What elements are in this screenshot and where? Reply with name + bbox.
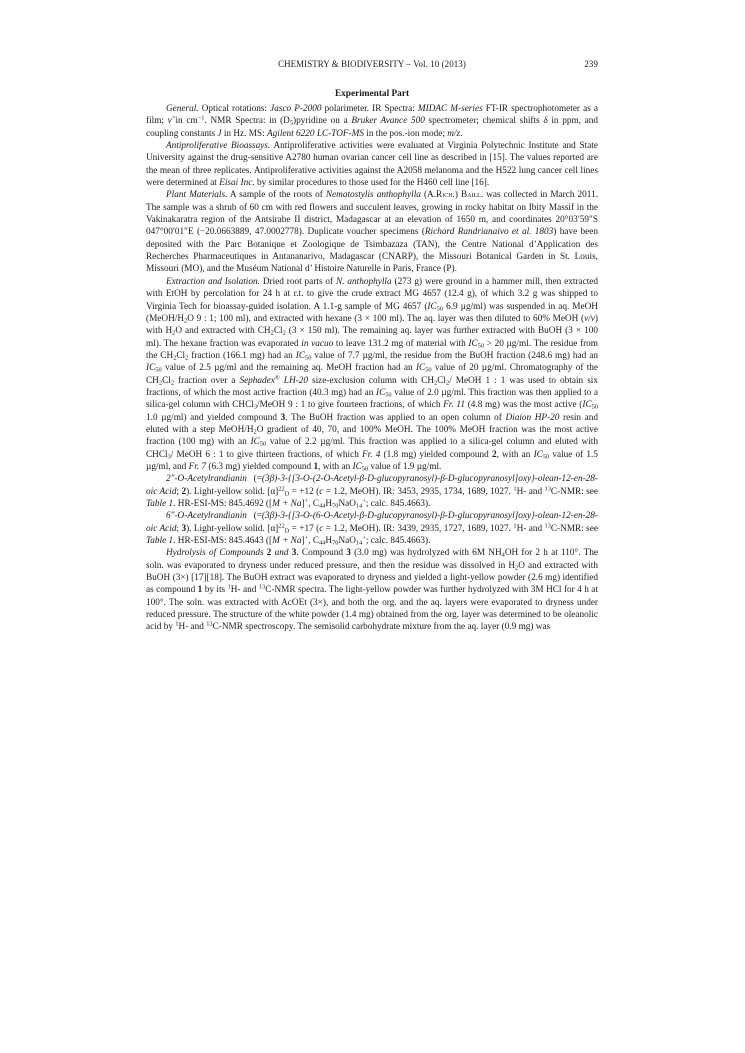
symbol: m/z — [447, 128, 461, 139]
text-run: Dried root parts of — [259, 276, 337, 287]
subscript: 5 — [289, 119, 294, 127]
text-run: O 9 : 1; 100 ml), and extracted with hexane (3 × 100 ml). The aq. layer was then diluted to 60% MeOH ( — [187, 313, 585, 324]
subscript: 2 — [172, 329, 176, 337]
text-run: C-NMR: see — [550, 486, 598, 497]
superscript: 22 — [278, 522, 285, 530]
subscript: 44 — [318, 502, 326, 510]
text-run: Cl — [162, 375, 171, 386]
text-run: C-NMR: see — [550, 523, 598, 534]
text-run: was collected in March 2011. The sample was a shrub of 60 cm with red flowers and succulent leaves, growing in rocky habitat on Ibity Massif in the Vakinakaratra region of the Antsirabe II district, Madagascar at an elevation of 1650 m, and coordinates 20°03′59″S 047°00′01″E (−20.0663889, 47.0002778). Duplicate voucher specimens ( — [146, 190, 599, 238]
compound-number: 3 — [346, 548, 351, 559]
text-run: in cm — [171, 116, 198, 127]
text-run: ] — [301, 499, 305, 509]
paragraph-label: and — [271, 548, 292, 559]
paragraph-label: Hydrolysis of Compounds — [166, 548, 267, 559]
compound-number: 2 — [491, 449, 497, 460]
text-run: Antiproliferative activities were evaluated at Virginia Polytechnic Institute and State University against the drug-sensitive A2780 human ovarian cancer cell line as described in [15]. The values reported are the mean of three replicates. Antiproliferative activities against the A2058 melanoma and the H522 lung cancer cell lines were determined at — [146, 141, 598, 189]
subscript: 2 — [515, 564, 519, 572]
text-run: in Hz. MS: — [221, 128, 268, 139]
subscript: 2 — [282, 329, 286, 337]
text-run: ). Light-yellow solid. [α] — [186, 486, 279, 497]
ion-formula: M + Na — [272, 499, 302, 509]
paragraph-hydrolysis — [146, 547, 598, 633]
product-name: LH-20 — [279, 375, 308, 386]
paragraph-label: Plant Materials. — [166, 190, 228, 201]
molar-unit: M — [535, 585, 544, 596]
subscript: 50 — [385, 391, 392, 399]
section-title: Experimental Part — [334, 89, 410, 99]
latin-term: in vacuo — [301, 338, 334, 349]
text-run: H- and — [516, 523, 545, 534]
journal-title: CHEMISTRY & BIODIVERSITY – Vol. 10 (2013) — [278, 59, 466, 69]
product-name: Diaion HP-20 — [505, 412, 560, 423]
superscript: 13 — [544, 485, 551, 493]
text-run: ). Light-yellow solid. [α] — [186, 523, 279, 534]
superscript: + — [362, 534, 366, 542]
text-run: . — [460, 128, 463, 139]
text-run: . NMR Spectra: in (D — [204, 116, 290, 127]
collector-name: Richard Randrianaivo et al. 1803 — [424, 227, 554, 238]
text-run: in the pos.-ion mode; — [363, 128, 448, 139]
text-run: 1.0 µg/ml) and yielded compound — [146, 412, 281, 423]
subscript: 70 — [332, 539, 339, 547]
symbol: J — [217, 128, 222, 139]
instrument-name: Bruker Avance 500 — [351, 116, 425, 127]
compound-number: 2 — [181, 486, 187, 497]
superscript: 1 — [175, 620, 179, 628]
text-run: NaO — [338, 536, 356, 547]
subscript: 2 — [173, 354, 177, 362]
text-run: H- and — [178, 622, 207, 633]
text-run: O gradient of 40, 70, and 100% MeOH. The 100% MeOH fraction was the most active fraction (100 mg) with an — [146, 424, 598, 448]
text-run: (4.8 mg) was the most active ( — [464, 400, 583, 411]
text-run: value of 7.7 µg/ml, the residue from the BuOH fraction (248.6 mg) had an — [311, 350, 598, 361]
text-run: (3.0 mg) was hydrolyzed with 6 — [350, 548, 477, 559]
text-run: O and extracted with BuOH (3×) [17][18]. The BuOH extract was evaporated to dryness and yielded a light-yellow powder (2.6 mg) identified as compound — [146, 560, 598, 596]
ic50-symbol: IC — [146, 363, 156, 374]
ion-formula: M + Na — [272, 536, 302, 547]
text-run: (A. — [420, 190, 437, 201]
superscript: ® — [274, 374, 280, 382]
paragraph-compound-2 — [146, 473, 598, 510]
superscript: −1 — [197, 114, 205, 122]
text-run: ; — [176, 523, 182, 534]
text-run: > 20 µg/ml. The residue from the CH — [146, 338, 598, 361]
paragraph-extraction — [146, 276, 598, 474]
symbol: c — [319, 523, 324, 534]
compound-number: 1 — [197, 585, 203, 596]
superscript: 1 — [513, 522, 517, 530]
subscript: 2 — [170, 379, 175, 387]
text-run: ; calc. 845.4663). — [365, 499, 431, 509]
text-run: value of 2.2 µg/ml. This fraction was applied to a silica-gel column and eluted with CHCl — [146, 437, 599, 460]
text-run: by its — [202, 585, 228, 596]
fraction-label: Fr. 4 — [362, 449, 381, 460]
text-run: value of 1.9 µg/ml. — [368, 461, 442, 472]
text-run: in ppm, and coupling constants — [146, 116, 598, 139]
molar-unit: M — [476, 548, 486, 559]
subscript: 50 — [259, 440, 267, 448]
text-run: polarimeter. IR Spectra: — [321, 104, 418, 114]
text-run: O and extracted with CH — [175, 326, 271, 337]
iupac-name: (3β)-3-{[3-O-(6-O-Acetyl-β-D-glucopyranosyl)-β-D-glucopyranosyl]oxy}-olean-12-en-28-oic Acid — [146, 511, 598, 534]
text-run: A sample of the roots of — [227, 190, 326, 201]
subscript: 14 — [355, 539, 363, 547]
superscript: + — [304, 497, 309, 505]
text-run: NH — [485, 548, 502, 559]
ic50-symbol: IC — [295, 350, 305, 361]
ic50-symbol: IC — [533, 449, 543, 460]
author-abbrev: Rich. — [436, 190, 455, 201]
text-run: Compound — [298, 548, 347, 559]
subscript: 50 — [436, 305, 444, 312]
text-run: / MeOH 1 : 1 was used to obtain six fractions, of which the most active fraction (40.3 mg) had an — [146, 375, 598, 398]
text-run: H — [325, 536, 333, 547]
subscript: 50 — [155, 366, 162, 374]
ic50-symbol: IC — [415, 363, 426, 374]
text-run: ; calc. 845.4663). — [365, 536, 431, 547]
ic50-symbol: IC — [375, 387, 386, 398]
subscript: 2 — [253, 428, 257, 436]
paragraph-label: General. — [166, 104, 199, 114]
text-run: = +12 ( — [289, 486, 320, 497]
subscript: D — [284, 527, 290, 535]
subscript: 70 — [332, 502, 339, 510]
superscript: 13 — [258, 583, 266, 591]
symbol: v/v — [584, 313, 595, 324]
subscript: 2 — [434, 379, 438, 387]
text-run: ) with H — [146, 313, 598, 337]
text-run: (6.3 mg) yielded compound — [206, 461, 314, 472]
subscript: 2 — [270, 329, 274, 337]
subscript: 2 — [185, 354, 189, 362]
instrument-name: Agilent 6220 LC-TOF-MS — [267, 128, 364, 139]
text-run: (= — [246, 474, 262, 485]
subscript: D — [284, 490, 290, 498]
text-run: Cl — [273, 326, 283, 337]
subscript: 44 — [318, 539, 326, 547]
text-run: value of 1.5 µg/ml, and — [146, 449, 598, 472]
table-reference: Table 1 — [146, 536, 174, 547]
text-run: FT-IR spectrophotometer as a film; — [146, 104, 599, 127]
superscript: + — [362, 497, 366, 505]
text-run: . The BuOH fraction was applied to an open column of — [285, 412, 506, 423]
product-name: Sephadex — [239, 375, 275, 386]
text-run: (3 × 150 ml). The remaining aq. layer was further extracted with BuOH (3 × 100 ml). The hexane fraction was evaporated — [146, 326, 599, 349]
text-run: C-NMR spectroscopy. The semisolid carbohydrate mixture from the aq. layer (0.9 mg) was — [212, 622, 551, 633]
text-run: resin and eluted with a step MeOH/H — [146, 412, 598, 435]
compound-number: 3 — [291, 548, 297, 559]
fraction-label: Fr. 7 — [188, 461, 207, 472]
ic50-symbol: IC — [468, 338, 478, 349]
text-run: = 1.2, MeOH). IR: 3453, 2935, 1734, 1689, 1027. — [323, 486, 514, 497]
ic50-symbol: IC — [582, 400, 592, 411]
compound-name: 6″-O-Acetylrandianin — [166, 511, 247, 522]
text-run: to leave 131.2 mg of material with — [333, 338, 469, 349]
text-run: , with an — [496, 449, 534, 460]
superscript: 22 — [278, 485, 285, 493]
text-run: ) — [454, 190, 462, 201]
text-run: fraction (166.1 mg) had an — [188, 350, 296, 361]
subscript: 50 — [361, 465, 369, 473]
subscript: 2 — [445, 379, 450, 387]
symbol: c — [319, 486, 324, 497]
table-reference: Table 1 — [146, 499, 174, 509]
text-run: / MeOH 6 : 1 to give thirteen fractions, of which — [170, 449, 362, 460]
symbol: ν̃ — [167, 116, 172, 127]
subscript: 50 — [425, 366, 432, 374]
text-run: (1.8 mg) yielded compound — [380, 449, 492, 460]
subscript: 50 — [591, 403, 598, 411]
subscript: 3 — [253, 403, 258, 411]
text-run: 6.9 µg/ml) was suspended in aq. MeOH (MeOH/H — [146, 301, 598, 324]
text-run: size-exclusion column with CH — [307, 375, 435, 386]
text-run: value of 2.0 µg/ml. This fraction was then applied to a silica-gel column with CHCl — [146, 387, 599, 411]
text-run: H- and — [516, 486, 545, 497]
text-run: ; — [176, 486, 182, 497]
paragraph-general — [146, 103, 598, 140]
text-run: OH for 2 h at 110°. The soln. was evaporated to dryness under reduced pressure, and then the residue was dissolved in H — [146, 548, 598, 571]
compound-number: 3 — [181, 523, 187, 534]
page-number: 239 — [584, 59, 598, 69]
subscript: 14 — [355, 502, 363, 510]
paragraph-bioassay — [146, 140, 598, 189]
text-run: C-NMR spectra. The light-yellow powder was further hydrolyzed with 3 — [265, 585, 536, 596]
text-run: H- and — [230, 585, 259, 596]
compound-number: 1 — [313, 461, 319, 472]
text-run: , with an — [318, 461, 353, 472]
superscript: 1 — [227, 583, 231, 591]
text-run: . HR-ESI-MS: 845.4692 ([ — [173, 499, 273, 509]
paragraph-compound-3 — [146, 510, 598, 547]
species-name: N. anthophylla — [336, 276, 392, 287]
symbol: δ — [543, 116, 548, 127]
superscript: 13 — [544, 522, 551, 530]
text-run: /MeOH 9 : 1 to give fourteen fractions, of which — [257, 400, 444, 411]
author-abbrev: Baill. — [461, 190, 484, 201]
text-run: . HR-ESI-MS: 845.4643 ([ — [173, 536, 273, 547]
compound-name: 2″-O-Acetylrandianin — [166, 474, 247, 485]
subscript: 3 — [167, 453, 171, 461]
compound-number: 3 — [280, 412, 286, 423]
text-run: by similar procedures to those used for the H460 cell line [16]. — [254, 178, 490, 189]
running-header — [146, 59, 598, 73]
text-run: fraction over a — [174, 375, 240, 386]
company-name: Eisai Inc. — [219, 178, 255, 189]
subscript: 2 — [158, 379, 163, 387]
paragraph-label: Antiproliferative Bioassays. — [166, 141, 271, 152]
species-name: Nematostylis anthophylla — [325, 190, 421, 201]
instrument-name: Jasco P-2000 — [270, 104, 322, 114]
text-run: (= — [246, 511, 262, 522]
subscript: 50 — [477, 342, 485, 350]
compound-number: 2 — [266, 548, 272, 559]
ic50-symbol: IC — [427, 301, 437, 312]
text-run: Optical rotations: — [201, 104, 271, 114]
superscript: 1 — [513, 485, 517, 493]
body-text — [146, 103, 598, 634]
subscript: 50 — [542, 453, 550, 461]
text-run: , C — [308, 499, 319, 509]
subscript: 50 — [305, 354, 312, 362]
text-run: ] — [301, 536, 305, 547]
text-run: NaO — [338, 499, 356, 509]
text-run: ) have been deposited with the Parc Botanique et Zoologique de Tsimbazaza (TAN), the Centre National d’Application des Recherches Pharmaceutiques in Antananarivo, Madagascar (CNARP), the Missouri Botanical Garden in St. Louis, Missouri (MO), and the Muséum National d’ Histoire Naturelle in Paris, France (P). — [146, 227, 598, 275]
text-run: value of 20 µg/ml. Chromatography of the CH — [146, 363, 599, 386]
subscript: 2 — [184, 317, 188, 325]
text-run: = +17 ( — [289, 523, 320, 534]
text-run: HCl for 4 h at 100°. The soln. was extracted with AcOEt (3×), and both the org. and the aq. layers were evaporated to dryness under reduced pressure. The structure of the white powder (1.4 mg) obtained from the org. layer was determined to be oleanolic acid by — [146, 585, 598, 633]
text-run: H — [325, 499, 333, 509]
text-run: (273 g) were ground in a hammer mill, then extracted with EtOH by percolation for 24 h at r.t. to give the crude extract MG 4657 (12.4 g), of which 3.2 g was shipped to Virginia Tech for bioassay-guided isolation. A 1.1-g sample of MG 4657 ( — [146, 276, 599, 312]
text-run: value of 2.5 µg/ml and the remaining aq. MeOH fraction had an — [161, 363, 416, 374]
text-run: . — [296, 548, 299, 559]
subscript: 4 — [501, 551, 505, 559]
instrument-name: MIDAC M-series — [417, 104, 483, 114]
text-run: )pyridine on a — [293, 116, 352, 127]
iupac-name: (3β)-3-{[3-O-(2-O-Acetyl-β-D-glucopyranosyl)-β-D-glucopyranosyl]oxy}-olean-12-en-28-oic Acid — [146, 474, 598, 497]
text-run: , C — [308, 536, 319, 547]
superscript: + — [304, 534, 309, 542]
text-run: = 1.2, MeOH). IR: 3439, 2935, 1727, 1689, 1027. — [323, 523, 514, 534]
fraction-label: Fr. 11 — [443, 400, 465, 411]
ic50-symbol: IC — [352, 461, 362, 472]
text-run: spectrometer; chemical shifts — [424, 116, 544, 127]
superscript: 13 — [206, 620, 213, 628]
ic50-symbol: IC — [250, 437, 260, 448]
text-run: Cl — [176, 350, 186, 361]
text-run: Cl — [437, 375, 446, 386]
paragraph-plant-materials — [146, 189, 598, 275]
paragraph-label: Extraction and Isolation. — [166, 276, 260, 287]
